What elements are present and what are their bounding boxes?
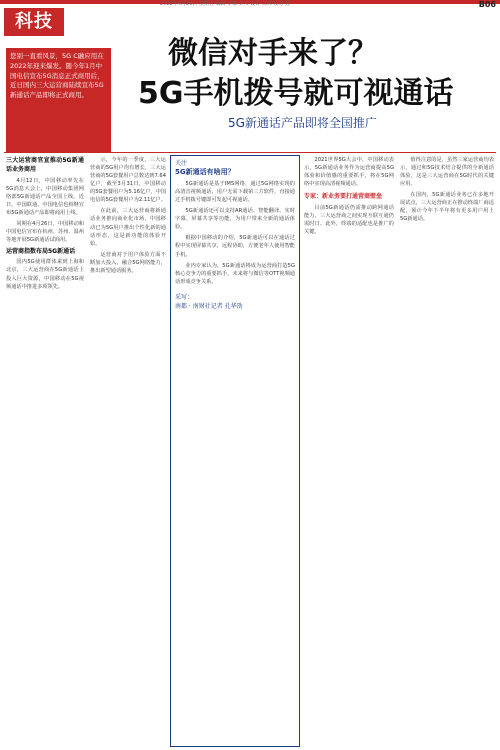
column-1-para: 同期在4月26日，中国移动和中国电信宣布在杭州、苏州、温州等地开展5G新通话试商用。: [6, 220, 84, 244]
section-tag: 科技: [4, 8, 64, 36]
column-1-para: 4月12日，中国移动率先在5G消息大会上，中国移动集团网络部5G新通话产品全国上线。近日，中国联通、中国电信也相继宣布5G新通话产品即将商用上线。: [6, 177, 84, 216]
sidebar-box: [170, 155, 300, 747]
column-3-para: 2021世界5G大会中，中国移动表示，5G新通话业务作为运营商提高5G体验和价值感的重要抓手，将在5G网络中实现高清视频通话。: [304, 157, 394, 188]
byline-label: 采写：: [175, 293, 194, 301]
page-number: B06: [478, 0, 496, 9]
column-3: [304, 156, 394, 746]
page-header: [0, 0, 500, 8]
column-1: [6, 156, 84, 746]
column-2-para: 运营商对于用户体验方面不断加大投入，融合5G网络能力，推出新型通话服务。: [90, 251, 166, 274]
box-para: 5G新通话是基于IMS网络，通过5G网络实现的高清音视频通话，用户无需下载第三方软件，直接通过手机拨号键即可发起可视通话。: [175, 181, 295, 204]
column-4-para: 值得注意的是，虽然三家运营商均表示，通过和5G技术结合提供的全新通话体验，这是三大运营商在5G时代的关键应用。: [400, 157, 494, 188]
column-4-para: 在国内，5G新通话业务已在多地开展试点，三大运营商正在推动终端厂商适配，预计今年下半年将有更多用户用上5G新通话。: [400, 192, 494, 223]
column-3-para: 目前5G新通话仍需推动跨网通话能力，三大运营商之间实现互联互通仍需时日。此外，终端的适配也是推广的关键。: [304, 204, 394, 235]
column-2-para: 示，今年的一季度，三大运营商的5G用户均有增长，三大运营商的5G套餐用户总数达到7.64亿户，截至3月31日，中国移动的5G套餐用户为5.16亿户，中国电信的5G套餐用户为2.11亿户。: [90, 157, 166, 204]
divider: [4, 152, 496, 153]
header-meta: 2022年4月29日 星期五 编辑 李娜 美术 设计 刘林 校对 孙: [160, 1, 290, 7]
column-2: [90, 156, 166, 746]
box-para: 根据中国移动的介绍，5G新通话可以在通话过程中实现屏幕共享，远程协助，方便老年人使用智能手机。: [175, 235, 295, 258]
headline-block: [118, 10, 488, 135]
column-1-heading: 三大运营商官宣推动5G新通话业务商用: [6, 157, 84, 174]
box-text: [171, 180, 299, 286]
subheadline: 5G新通话产品即将全国推广: [228, 116, 377, 130]
column-3-subheading: 专家：新业务要打通营商壁垒: [304, 193, 383, 201]
headline-line2: 5G手机拨号就可视通话: [138, 76, 454, 111]
box-title: 5G新通话有啥用？: [175, 168, 235, 176]
box-label: 关注: [175, 160, 188, 167]
headline-line1: 微信对手来了？: [168, 36, 378, 71]
column-2-para: 在此前，三大运营商将新通话业务推向商业化市场，中国移动已为5G用户推出个性化新的通话形态，这是新功能的体验开始。: [90, 208, 166, 247]
intro-box: 您别一直看风景，5G C融应用在2022年迎来爆发。随今年1月中国电信宣布5G消息正式商用后，近日国内三大运营商陆续宣布5G新通话产品即将正式商用。: [6, 48, 111, 152]
byline: [171, 289, 299, 312]
column-4: [400, 156, 494, 746]
box-para: 5G新通话还可以支持AR通话、智能翻译、实时字幕、屏幕共享等功能，为用户带来全新的通话体验。: [175, 208, 295, 231]
byline-name: 南都 · 南财社记者 孔华劭: [175, 303, 243, 311]
column-1-para: 国内5G使用群体来到上海和北京，三大运营商在5G新通话上投入巨大资源，中国移动在5G视频通话中推进多项领先。: [6, 259, 84, 290]
box-para: 业内专家认为，5G新通话将成为运营商打造5G核心竞争力的重要抓手，未来将与微信等OTT视频通话形成竞争关系。: [175, 262, 295, 285]
column-1-heading: 运营商指数布局5G新通话: [6, 248, 76, 256]
